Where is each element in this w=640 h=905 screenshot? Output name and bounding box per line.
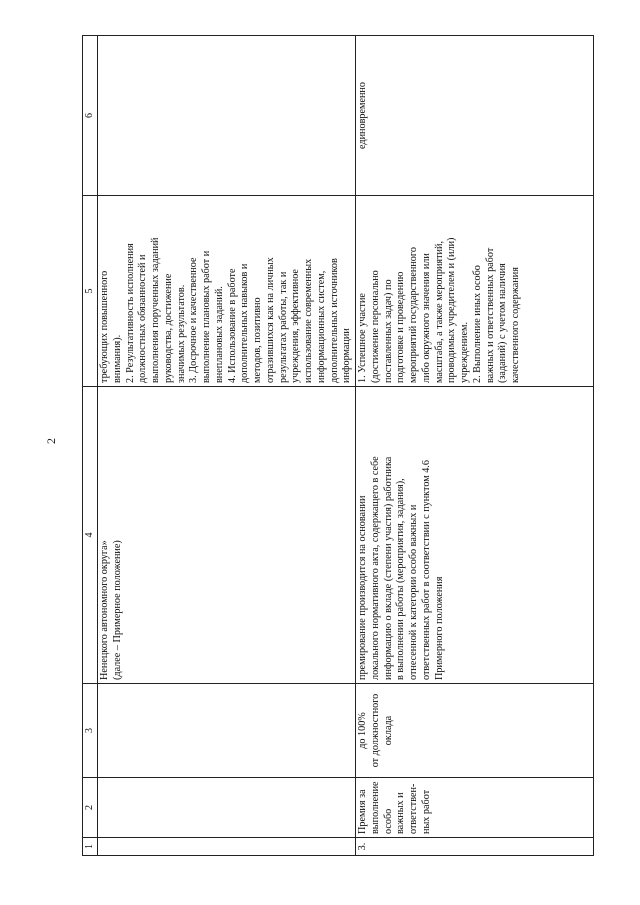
row1-col5-line: выполнение плановых работ и [201, 250, 212, 383]
header-col-3: 3 [83, 684, 98, 778]
table-row-continuation [98, 36, 356, 856]
row1-col1 [98, 838, 356, 856]
row2-col3-line: до 100% [357, 712, 368, 749]
row2-col5-line: мероприятий государственного [408, 247, 419, 383]
row1-col5-line: методов, позитивно [252, 297, 263, 383]
row2-col2-line: ных работ [420, 789, 432, 834]
row1-col2 [98, 778, 356, 838]
rotated-table-container [82, 36, 578, 856]
row2-col4-line: информацию о вкладе (степени участия) работника [382, 456, 394, 680]
row1-col5-line: внимания). [111, 334, 123, 383]
row1-col5-line: отразившихся как на личных [264, 257, 276, 383]
row2-col4-line: в выполнении работы (мероприятия, задания), [395, 478, 407, 680]
row1-col5 [98, 196, 356, 387]
row2-col5-line: (достижение персонально [369, 270, 381, 383]
row2-col5-line: подготовке и проведению [395, 271, 407, 383]
header-col-2: 2 [83, 778, 98, 838]
row2-col4-line: локального нормативного акта, содержащего в себе [369, 456, 381, 680]
row2-col5-line: либо окружного значения или [420, 253, 432, 383]
row2-col3-line: от должностного [369, 693, 381, 768]
row2-premium-amount [356, 684, 594, 778]
row1-col5-line: значимых результатов. [175, 284, 187, 383]
header-col-1: 1 [83, 838, 98, 856]
row2-premium-name [356, 778, 594, 838]
row1-col5-line: информации [341, 328, 353, 383]
row1-col6 [98, 36, 356, 196]
row1-col5-line: результатах работы, так и [277, 271, 289, 383]
header-col-5: 5 [83, 196, 98, 387]
row1-col5-line: выполнения порученных заданий [150, 237, 161, 383]
row2-col5-line: поставленных задач) по [382, 279, 394, 383]
row1-col3 [98, 684, 356, 778]
row2-col4-line: отнесенной к категории особо важных и [408, 504, 419, 680]
row1-col5-line: руководства, достижение [162, 273, 174, 383]
row2-premium-basis [356, 387, 594, 684]
row1-col5-line: 4. Использование в работе [226, 268, 238, 383]
row1-col5-line: должностных обязанностей и [137, 254, 149, 383]
row1-col5-line: 3. Досрочное и качественное [188, 257, 200, 383]
header-col-6: 6 [83, 36, 98, 196]
row2-col2-line: ответствен- [408, 783, 419, 834]
row2-col5-line: качественного содержания [510, 267, 521, 383]
row1-col5-line: дополнительных навыков и [239, 263, 251, 383]
row2-premium-criteria [356, 196, 594, 387]
row2-col5-line: 1. Успешное участие [357, 293, 368, 383]
row1-col5-line: использование современных [303, 258, 314, 383]
row2-col5-line: учреждением. [459, 322, 470, 383]
row2-col4-line: ответственных работ в соответствии с пунктом 4.6 [420, 460, 432, 680]
page-number: 2 [44, 438, 58, 444]
row2-col5-line: важных и ответственных работ [484, 247, 496, 383]
row2-col5-line: (заданий) с учетом наличия [497, 263, 509, 383]
row1-col5-line: 2. Результативность исполнения [124, 243, 136, 383]
row1-col4-line: (далее – Примерное положение) [111, 540, 123, 680]
header-col-4: 4 [83, 387, 98, 684]
row2-col2-line: выполнение [369, 781, 381, 834]
row2-col5-line: 2. Выполнение иных особо [471, 265, 483, 383]
row2-periodicity: единовременно [356, 36, 594, 196]
row1-col5-line: информационных систем, [315, 270, 327, 383]
row2-col5-line: масштаба, а также мероприятий, [433, 241, 445, 383]
row2-number: 3. [356, 838, 594, 856]
row2-col2-line: Премия за [357, 789, 368, 834]
premium-conditions-table [82, 35, 594, 856]
row2-col4-line: Примерного положения [433, 576, 445, 680]
row2-col3-line: оклада [382, 715, 394, 746]
row2-col4-line: премирование производится на основании [357, 495, 368, 680]
row2-col5-line: проводимых учредителем и (или) [446, 237, 458, 383]
row1-col4 [98, 387, 356, 684]
row1-col4-line: Ненецкого автономного округа» [99, 540, 110, 680]
table-header-row [83, 36, 98, 856]
row1-col5-line: требующих повышенного [99, 270, 110, 383]
row1-col5-line: учреждения, эффективное [290, 269, 302, 383]
row2-col2-line: важных и [395, 792, 407, 834]
row1-col5-line: внеплановых заданий. [213, 286, 225, 383]
row2-col2-line: особо [382, 808, 394, 834]
table-row-item-3 [356, 36, 594, 856]
row1-col5-line: дополнительных источников [328, 258, 340, 383]
